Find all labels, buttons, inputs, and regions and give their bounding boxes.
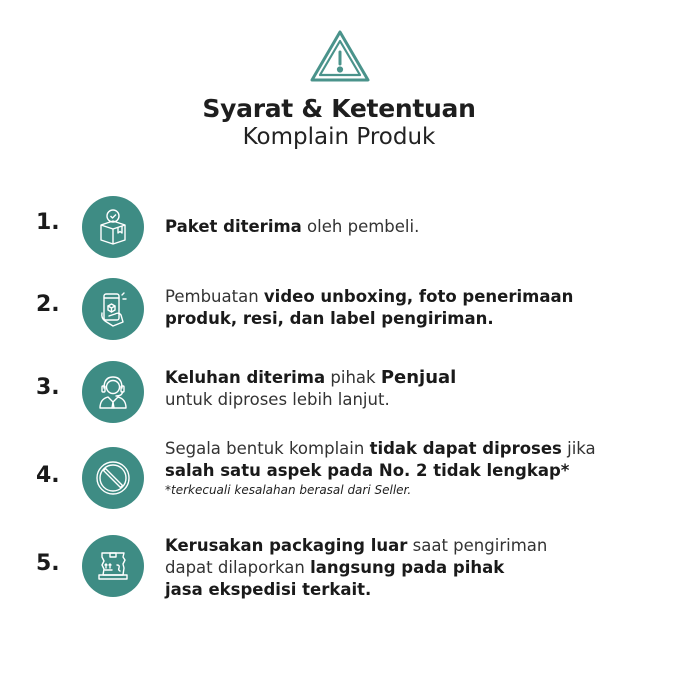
customer-service-icon <box>93 372 133 412</box>
item-text: Pembuatan video unboxing, foto penerimaan produk, resi, dan label pengiriman. <box>165 287 574 328</box>
item-icon-circle <box>82 196 144 258</box>
page-title: Syarat & Ketentuan <box>202 94 476 123</box>
warning-triangle-icon <box>308 28 372 86</box>
item-text: Segala bentuk komplain tidak dapat diproses jika salah satu aspek pada No. 2 tidak lengkap* *terkecuali kesalahan berasal dari Seller. <box>165 439 596 497</box>
item-icon-circle <box>82 535 144 597</box>
item-text: Keluhan diterima pihak Penjual untuk diproses lebih lanjut. <box>165 367 457 409</box>
item-text: Kerusakan packaging luar saat pengiriman dapat dilaporkan langsung pada pihak jasa ekspedisi terkait. <box>165 536 548 599</box>
item-number: 5. <box>36 551 60 576</box>
package-received-icon <box>93 207 133 247</box>
footnote: *terkecuali kesalahan berasal dari Seller. <box>165 483 412 497</box>
item-number: 1. <box>36 210 60 235</box>
item-number: 3. <box>36 375 60 400</box>
item-icon-circle <box>82 278 144 340</box>
item-icon-circle <box>82 447 144 509</box>
item-icon-circle <box>82 361 144 423</box>
item-number: 2. <box>36 292 60 317</box>
item-number: 4. <box>36 463 60 488</box>
item-text: Paket diterima oleh pembeli. <box>165 217 420 236</box>
damaged-package-icon <box>93 546 133 586</box>
prohibited-icon <box>93 458 133 498</box>
phone-unboxing-icon <box>93 289 133 329</box>
page-subtitle: Komplain Produk <box>242 124 436 150</box>
